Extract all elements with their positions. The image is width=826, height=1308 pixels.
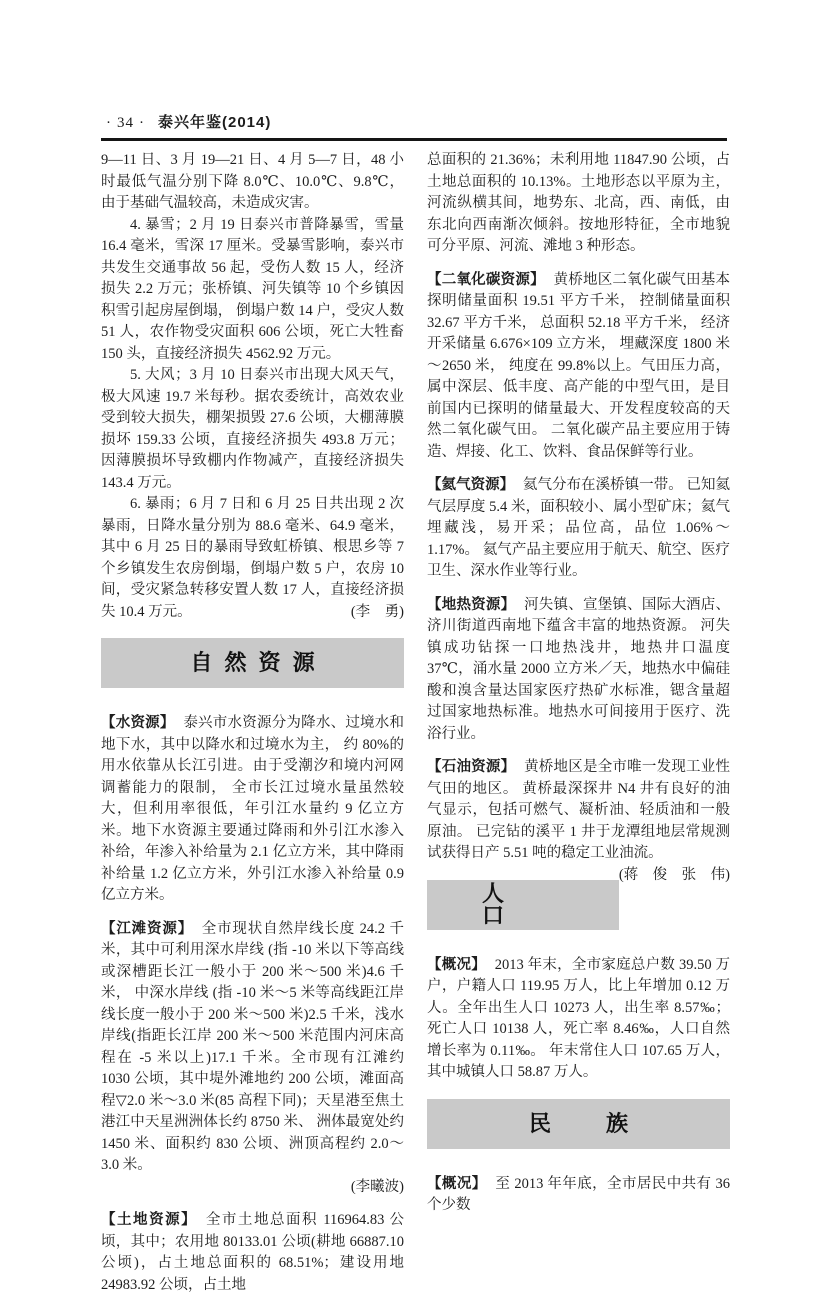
entry-text-ethnic-overview: 至 2013 年年底，全市居民中共有 36 个少数 <box>427 1175 730 1213</box>
entry-water-resources <box>101 713 404 907</box>
section-header-population <box>427 880 619 930</box>
section-header-ethnic-groups <box>427 1099 730 1149</box>
entry-text-helium: 氦气分布在溪桥镇一带。 已知氦气层厚度 5.4 米，面积较小、属小型矿床；氦气埋藏浅，易开采；品位高，品位 1.06%～1.17%。 氦气产品主要应用于航天、航空、医疗卫生、深水作业等行业。 <box>427 477 731 579</box>
entry-population-overview <box>427 955 730 1084</box>
entry-label-co2: 【二氧化碳资源】 <box>427 271 545 288</box>
entry-label-population-overview: 【概况】 <box>427 956 487 973</box>
entry-text-petroleum: 黄桥地区是全市唯一发现工业性气田的地区。 黄桥最深探井 N4 井有良好的油气显示，包括可燃气、凝析油、轻质油和一般原油。 已完钻的溪平 1 井于龙潭组地层常规测试获得日产 5.51 吨的稳定工业油流。 <box>427 759 731 861</box>
entry-text-co2: 黄桥地区二氧化碳气田基本探明储量面积 19.51 平方千米， 控制储量面积 32.67 平方千米， 总面积 52.18 平方千米， 经济开采储量 6.676×109 立方米， 埋藏深度 1800 米～2650 米， 纯度在 99.8%以上。气田压力高，属中深层、低丰度、高产能的中型气田，是目前国内已探明的储量最大、开发程度较高的天然二氧化碳气田。 二氧化碳产品主要应用于铸造、焊接、化工、饮料、食品保鲜等行业。 <box>427 271 731 460</box>
right-column <box>427 150 730 1229</box>
entry-label-water: 【水资源】 <box>101 715 175 731</box>
entry-label-petroleum: 【石油资源】 <box>427 759 516 775</box>
author-credit-jiang-jun-zhang-wei: (蒋 俊 张 伟) <box>618 866 730 883</box>
entry-text-land: 全市土地总面积 116964.83 公顷，其中；农用地 80133.01 公顷(耕地 66887.10 公顷)，占土地总面积的 68.51%；建设用地 24983.92 公顷，占土地 <box>101 1212 404 1293</box>
entry-text-water: 泰兴市水资源分为降水、过境水和地下水，其中以降水和过境水为主， 约 80%的用水依靠从长江引进。由于受潮汐和境内河网调蓄能力的限制， 全市长江过境水量虽然较大，但利用率很低，年引江水量约 9 亿立方米。地下水资源主要通过降雨和外引江水渗入补给，年渗入补给量为 2.1 亿立方米，其中降雨补给量 1.2 亿立方米，外引江水渗入补给量 0.9 亿立方米。 <box>101 715 405 903</box>
entry-label-land: 【土地资源】 <box>101 1212 198 1228</box>
entry-co2-resources <box>427 270 730 464</box>
header-dot-right: · <box>139 115 145 131</box>
paragraph-rainstorm <box>101 494 404 623</box>
page-header <box>101 114 271 132</box>
paragraph-snowstorm: 4. 暴雪；2 月 19 日泰兴市普降暴雪，雪量 16.4 毫米，雪深 17 厘米。受暴雪影响，泰兴市共发生交通事故 56 起，受伤人数 15 人，经济损失 2.2 万元；张桥镇、河失镇等 10 个乡镇因积雪引起房屋倒塌， 倒塌户数 14 户，受灾人数 51 人，农作物受灾面积 606 公顷，死亡大牲畜 150 头，直接经济损失 4562.92 万元。 <box>101 216 404 362</box>
author-credit-li-xibo: (李曦波) <box>350 1178 404 1195</box>
paragraph-land-continued: 总面积的 21.36%；未利用地 11847.90 公顷，占土地总面积的 10.13%。土地形态以平原为主，河流纵横其间，地势东、北高，西、南低，由东北向西南渐次倾斜。按地形特征，全市地貌可分平原、河流、滩地 3 种形态。 <box>427 152 730 254</box>
section-title-natural-resources: 自然资源 <box>190 650 327 676</box>
entry-petroleum-resources <box>427 757 731 883</box>
author-credit-li-yong: (李 勇) <box>350 603 404 620</box>
paragraph-gale: 5. 大风；3 月 10 日泰兴市出现大风天气，极大风速 19.7 米每秒。据农委统计，高效农业受到较大损失，棚架损毁 27.6 公顷，大棚薄膜损坏 159.33 公顷，直接经济损失 493.8 万元；因薄膜损坏导致棚内作物减产，直接经济损失 143.4 万元。 <box>101 367 404 491</box>
entry-land-resources <box>101 1210 404 1296</box>
entry-ethnic-overview <box>427 1174 730 1217</box>
section-title-ethnic-groups: 民族 <box>528 1110 683 1136</box>
header-dot-left: · <box>106 115 112 131</box>
section-header-natural-resources <box>101 638 404 688</box>
entry-label-riverbank: 【江滩资源】 <box>101 920 194 937</box>
entry-text-geothermal: 河失镇、宣堡镇、国际大酒店、济川街道西南地下蕴含丰富的地热资源。 河失镇成功钻探一口地热浅井，地热井口温度 37℃，涌水量 2000 立方米／天，地热水中偏硅酸和溴含量达国家医疗热矿水标准，锶含量超过国家地热标准。地热水可间接用于医疗、洗浴行业。 <box>427 596 731 742</box>
entry-geothermal-resources <box>427 595 730 746</box>
entry-riverbank-resources <box>101 919 404 1177</box>
section-title-population: 人口 <box>482 881 560 928</box>
paragraph-cold-wave: 9—11 日、3 月 19—21 日、4 月 5—7 日，48 小时最低气温分别下降 8.0℃、10.0℃、9.8℃， 由于基础气温较高，未造成灾害。 <box>101 152 404 211</box>
entry-text-riverbank: 全市现状自然岸线长度 24.2 千米，其中可利用深水岸线 (指 -10 米以下等高线或深槽距长江一般小于 200 米～500 米)4.6 千米， 中深水岸线 (指 -10 米～5 米等高线距江岸线长度一般小于 200 米～500 米)2.5 千米，浅水岸线(指距长江岸 200 米～500 米范围内河床高程在 -5 米以上)17.1 千米。全市现有江滩约 1030 公顷，其中堤外滩地约 200 公顷，滩面高程▽2.0 米～3.0 米(85 高程下同)；天星港至焦土港江中天星洲洲体长约 8750 米、 洲体最宽处约 1450 米、面积约 830 公顷、洲顶高程约 2.0～3.0 米。 <box>101 920 404 1173</box>
paragraph-rainstorm-text: 6. 暴雨；6 月 7 日和 6 月 25 日共出现 2 次暴雨，日降水量分别为 88.6 毫米、64.9 毫米， 其中 6 月 25 日的暴雨导致虹桥镇、根思乡等 7 个乡镇发生农房倒塌，倒塌户数 5 户，农房 10 间，受灾紧急转移安置人数 17 人，直接经济损失 10.4 万元。 <box>101 496 404 620</box>
entry-label-geothermal: 【地热资源】 <box>427 596 516 613</box>
page-number: 34 <box>117 115 134 131</box>
header-rule <box>101 138 727 141</box>
entry-text-population-overview: 2013 年末，全市家庭总户数 39.50 万户，户籍人口 119.95 万人，比上年增加 0.12 万人。全年出生人口 10273 人，出生率 8.57‰；死亡人口 10138 人，死亡率 8.46‰，人口自然增长率为 0.11‰。 年末常住人口 107.65 万人，其中城镇人口 58.87 万人。 <box>427 956 730 1080</box>
book-title: 泰兴年鉴(2014) <box>158 114 272 131</box>
left-column <box>101 150 404 1308</box>
entry-helium-resources <box>427 475 730 583</box>
entry-label-ethnic-overview: 【概况】 <box>427 1175 487 1192</box>
entry-label-helium: 【氦气资源】 <box>427 477 515 493</box>
